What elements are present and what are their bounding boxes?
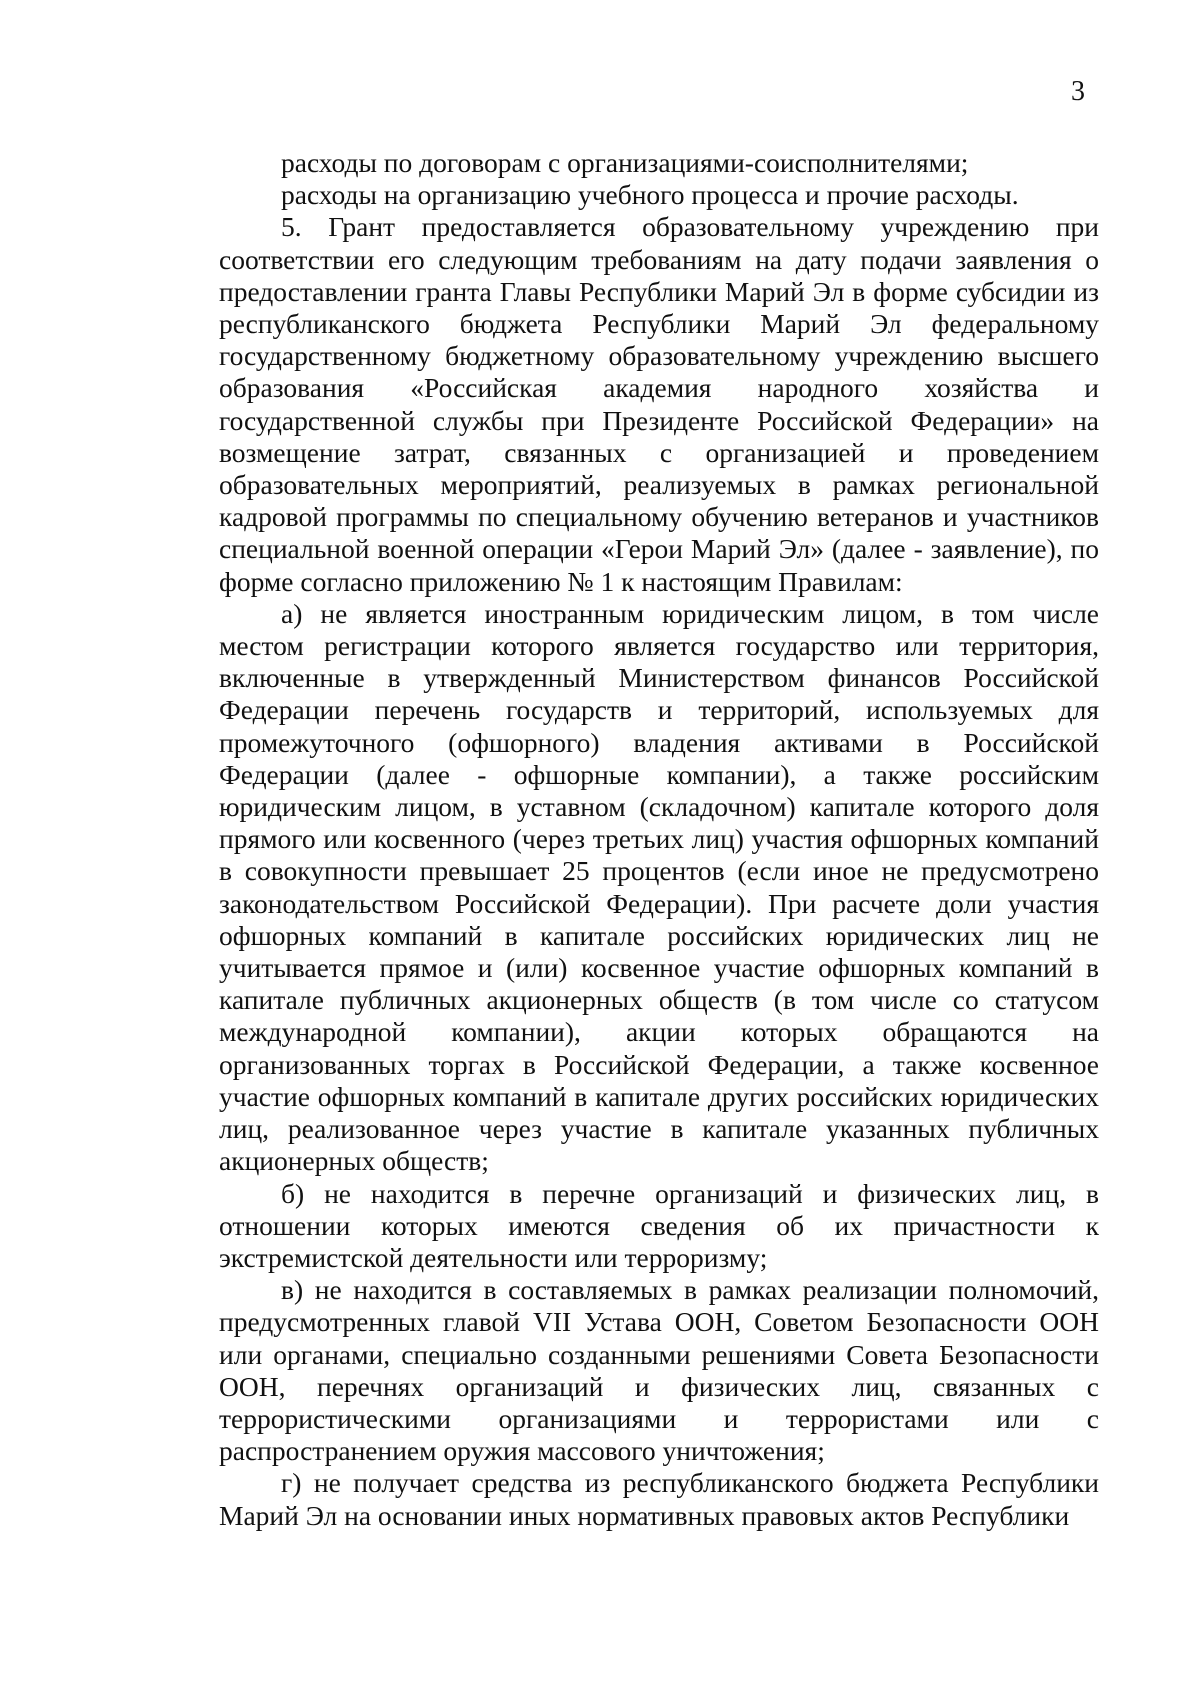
paragraph-expenses-education: расходы на организацию учебного процесса и прочие расходы. [281,179,1019,211]
paragraph-subitem-a: а) не является иностранным юридическим лицом, в том числе местом регистрации которого является государство или территория, включенные в утвержденный Министерством финансов Российской Федерации перечень государств и территорий, используемых для промежуточного (офшорного) владения активами в Российской Федерации (далее - офшорные компании), а также российским юридическим лицом, в уставном (складочном) капитале которого доля прямого или косвенного (через третьих лиц) участия офшорных компаний в совокупности превышает 25 процентов (если иное не предусмотрено законодательством Российской Федерации). При расчете доли участия офшорных компаний в капитале российских юридических лиц не учитывается прямое и (или) косвенное участие офшорных компаний в капитале публичных акционерных обществ (в том числе со статусом международной компании), акции которых обращаются на организованных торгах в Российской Федерации, а также косвенное участие офшорных компаний в капитале других российских юридических лиц, реализованное через участие в капитале указанных публичных акционерных обществ; [219,597,1099,1177]
document-body [219,147,1099,1532]
paragraph-subitem-b: б) не находится в перечне организаций и физических лиц, в отношении которых имеются сведения об их причастности к экстремистской деятельности или терроризму; [219,1177,1099,1273]
paragraph-item-5: 5. Грант предоставляется образовательному учреждению при соответствии его следующим требованиям на дату подачи заявления о предоставлении гранта Главы Республики Марий Эл в форме субсидии из республиканского бюджета Республики Марий Эл федеральному государственному бюджетному образовательному учреждению высшего образования «Российская академия народного хозяйства и государственной службы при Президенте Российской Федерации» на возмещение затрат, связанных с организацией и проведением образовательных мероприятий, реализуемых в рамках региональной кадровой программы по специальному обучению ветеранов и участников специальной военной операции «Герои Марий Эл» (далее - заявление), по форме согласно приложению № 1 к настоящим Правилам: [219,211,1099,597]
paragraph-expenses-contracts: расходы по договорам с организациями-соисполнителями; [281,147,969,178]
paragraph-subitem-v: в) не находится в составляемых в рамках реализации полномочий, предусмотренных главой VII Устава ООН, Советом Безопасности ООН или органами, специально созданными решениями Совета Безопасности ООН, перечнях организаций и физических лиц, связанных с террористическими организациями и террористами или с распространением оружия массового уничтожения; [219,1274,1099,1467]
paragraph-subitem-g: г) не получает средства из республиканского бюджета Республики Марий Эл на основании иных нормативных правовых актов Республики [219,1467,1099,1531]
page-number: 3 [1071,76,1085,107]
